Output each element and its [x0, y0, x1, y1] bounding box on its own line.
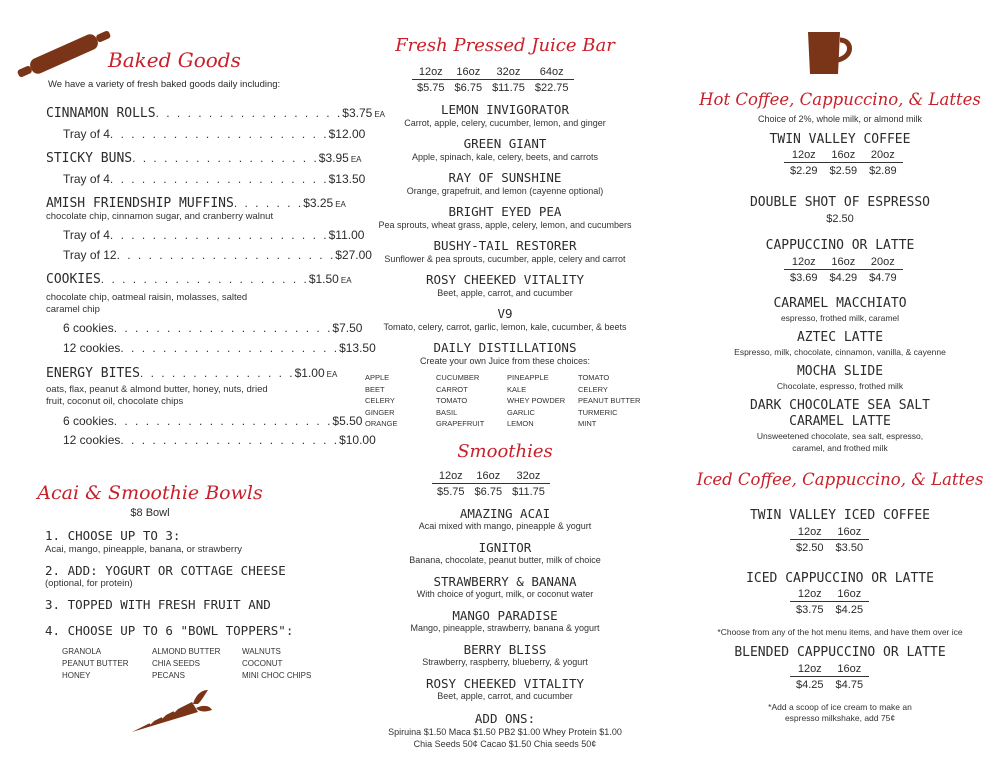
- topper-item: CHIA SEEDS: [152, 659, 201, 668]
- juice-choice: MINT: [578, 419, 597, 428]
- juice-choice: TOMATO: [436, 396, 468, 405]
- item-price: $11.00: [328, 228, 365, 242]
- juice-name: GREEN GIANT: [463, 136, 547, 151]
- item-price: $5.50: [332, 414, 363, 428]
- step-label: 3. TOPPED WITH FRESH FRUIT AND: [45, 597, 271, 612]
- size-price: $4.29: [829, 272, 858, 284]
- juice-description: Orange, grapefruit, and lemon (cayenne optional): [406, 186, 604, 196]
- item-name: 6 cookies: [63, 414, 114, 428]
- topper-item: ALMOND BUTTER: [152, 647, 221, 656]
- menu-row: 6 cookies . . . . . . . . . . . . . . . . . . . . . $7.50: [63, 321, 363, 335]
- step-label: 4. CHOOSE UP TO 6 "BOWL TOPPERS":: [45, 623, 294, 638]
- drink-description: Chocolate, espresso, frothed milk: [776, 381, 904, 391]
- drink-price-table: [790, 588, 869, 616]
- drink-description: caramel, and frothed milk: [792, 443, 888, 453]
- size-header: 16oz: [824, 149, 864, 163]
- drink-name: AZTEC LATTE: [796, 330, 884, 345]
- size-header: 32oz: [487, 66, 530, 80]
- step-label: 2. ADD: YOGURT OR COTTAGE CHEESE: [45, 563, 286, 578]
- size-price: $4.25: [835, 604, 864, 616]
- item-price: $10.00: [339, 433, 376, 447]
- size-price: $4.79: [869, 272, 897, 284]
- smoothie-description: Banana, chocolate, peanut butter, milk of choice: [409, 555, 601, 565]
- size-price: $11.75: [492, 82, 525, 94]
- menu-row: COOKIES . . . . . . . . . . . . . . . . . . . . $1.50 EA: [46, 272, 352, 287]
- juice-description: Create your own Juice from these choices:: [419, 356, 591, 366]
- item-name: CINNAMON ROLLS: [46, 106, 156, 121]
- juice-choice: CUCUMBER: [436, 373, 480, 382]
- unit-label: EA: [340, 276, 352, 285]
- size-header: 20oz: [863, 256, 903, 270]
- step-description: (optional, for protein): [45, 578, 133, 589]
- topper-item: PECANS: [152, 671, 185, 680]
- item-name: Tray of 4: [63, 228, 110, 242]
- acai-bowls-title: Acai & Smoothie Bowls: [37, 482, 263, 504]
- size-price: $11.75: [512, 486, 545, 498]
- juice-choice: TOMATO: [578, 373, 610, 382]
- size-header: 20oz: [863, 149, 903, 163]
- topper-item: HONEY: [62, 671, 91, 680]
- item-price: $3.95: [318, 151, 349, 165]
- step-label: 1. CHOOSE UP TO 3:: [45, 528, 181, 543]
- juice-description: Carrot, apple, celery, cucumber, lemon, and ginger: [404, 118, 606, 128]
- size-price: $22.75: [534, 82, 569, 94]
- coffee-mug-icon: [804, 30, 856, 76]
- item-price: $3.75: [342, 106, 373, 120]
- juice-description: Beet, apple, carrot, and cucumber: [437, 288, 573, 298]
- item-description: oats, flax, peanut & almond butter, honey, nuts, dried fruit, coconut oil, chocolate chips: [46, 384, 268, 407]
- menu-row: Tray of 12 . . . . . . . . . . . . . . . . . . . . . $27.00: [63, 248, 372, 262]
- smoothie-name: ROSY CHEEKED VITALITY: [425, 676, 585, 691]
- unit-label: EA: [350, 155, 362, 164]
- item-price: $12.00: [328, 127, 366, 141]
- hot-coffee-subtitle: Choice of 2%, whole milk, or almond milk: [757, 114, 923, 124]
- iced-note: *Choose from any of the hot menu items, and have them over ice: [717, 627, 963, 637]
- drink-price-table: [790, 663, 869, 691]
- drink-name: TWIN VALLEY ICED COFFEE: [749, 508, 930, 523]
- size-header: 12oz: [784, 256, 824, 270]
- drink-name: TWIN VALLEY COFFEE: [769, 132, 911, 147]
- juice-name: ROSY CHEEKED VITALITY: [425, 272, 585, 287]
- juice-choice: PINEAPPLE: [507, 373, 549, 382]
- menu-row: STICKY BUNS . . . . . . . . . . . . . . . . . . $3.95 EA: [46, 151, 362, 166]
- size-price: $6.75: [474, 486, 503, 498]
- size-price: $2.89: [869, 165, 897, 177]
- size-price: $4.75: [835, 679, 864, 691]
- drink-description: espresso, frothed milk, caramel: [780, 313, 900, 323]
- juice-choice: CELERY: [365, 396, 395, 405]
- juice-choice: BEET: [365, 384, 385, 394]
- item-name: Tray of 4: [63, 172, 110, 186]
- milkshake-note: espresso milkshake, add 75¢: [784, 713, 896, 723]
- smoothie-description: Beet, apple, carrot, and cucumber: [437, 691, 573, 701]
- drink-name: MOCHA SLIDE: [796, 364, 884, 379]
- item-name: ENERGY BITES: [46, 366, 140, 381]
- juice-choice: WHEY POWDER: [507, 396, 566, 405]
- size-header: 16oz: [830, 526, 870, 540]
- item-name: Tray of 4: [63, 127, 110, 141]
- size-header: 16oz: [830, 588, 870, 602]
- drink-name: ICED CAPPUCCINO OR LATTE: [746, 571, 934, 586]
- smoothie-name: STRAWBERRY & BANANA: [433, 574, 577, 589]
- juice-choice: ORANGE: [365, 419, 398, 428]
- menu-row: 6 cookies . . . . . . . . . . . . . . . . . . . . . $5.50: [63, 414, 363, 428]
- juice-choice: LEMON: [507, 419, 534, 428]
- juice-description: Apple, spinach, kale, celery, beets, and carrots: [412, 152, 598, 162]
- drink-price-table: [784, 149, 903, 177]
- smoothie-description: With choice of yogurt, milk, or coconut water: [416, 589, 594, 599]
- juice-description: Tomato, celery, carrot, garlic, lemon, kale, cucumber, & beets: [383, 322, 627, 332]
- size-header: 64oz: [530, 66, 574, 80]
- juice-choices-list: [365, 372, 649, 430]
- item-price: $1.00: [294, 366, 325, 380]
- drink-name: CARAMEL MACCHIATO: [773, 296, 907, 311]
- juice-choice: GINGER: [365, 407, 395, 417]
- rolling-pin-icon: [12, 26, 116, 82]
- item-price: $13.50: [328, 172, 366, 186]
- size-price: $2.50: [796, 542, 824, 554]
- smoothie-description: Acai mixed with mango, pineapple & yogurt: [418, 521, 592, 531]
- size-price: $5.75: [437, 486, 465, 498]
- smoothie-name: IGNITOR: [478, 540, 532, 555]
- juice-description: Pea sprouts, wheat grass, apple, celery, lemon, and cucumbers: [378, 220, 632, 230]
- menu-row: 12 cookies . . . . . . . . . . . . . . . . . . . . . $10.00: [63, 433, 376, 447]
- item-price: $13.50: [339, 341, 376, 355]
- juice-name: RAY OF SUNSHINE: [448, 170, 562, 185]
- acai-bowl-price: $8 Bowl: [130, 507, 170, 519]
- size-header: 16oz: [470, 470, 508, 484]
- item-name: 12 cookies: [63, 341, 121, 355]
- menu-row: Tray of 4 . . . . . . . . . . . . . . . . . . . . . $12.00: [63, 127, 366, 141]
- juice-choice: APPLE: [365, 373, 390, 382]
- add-ons-line: Chia Seeds 50¢ Cacao $1.50 Chia seeds 50¢: [413, 739, 597, 749]
- size-price: $6.75: [454, 82, 483, 94]
- size-price: $4.25: [796, 679, 824, 691]
- drink-description: Unsweetened chocolate, sea salt, espresso,: [756, 431, 924, 441]
- topper-item: COCONUT: [242, 659, 283, 668]
- size-header: 12oz: [432, 470, 470, 484]
- size-header: 32oz: [507, 470, 550, 484]
- unit-label: EA: [374, 110, 385, 119]
- item-price: $27.00: [335, 248, 372, 262]
- item-price: $7.50: [332, 321, 363, 335]
- drink-name: CARAMEL LATTE: [789, 414, 891, 429]
- juice-choice: GARLIC: [507, 407, 535, 417]
- size-header: 12oz: [412, 66, 450, 80]
- juice-choice: PEANUT BUTTER: [578, 396, 641, 405]
- size-header: 12oz: [790, 526, 830, 540]
- juice-bar-title: Fresh Pressed Juice Bar: [395, 35, 615, 56]
- iced-coffee-title: Iced Coffee, Cappuccino, & Lattes: [696, 470, 984, 489]
- drink-description: Espresso, milk, chocolate, cinnamon, vanilla, & cayenne: [734, 347, 946, 357]
- baked-goods-intro: We have a variety of fresh baked goods daily including:: [48, 79, 281, 90]
- juice-choice: BASIL: [436, 407, 458, 417]
- size-header: 16oz: [450, 66, 488, 80]
- juice-price-table: [412, 66, 574, 94]
- add-ons-line: Spiruina $1.50 Maca $1.50 PB2 $1.00 Whey Protein $1.00: [388, 727, 622, 737]
- item-name: 6 cookies: [63, 321, 114, 335]
- menu-row: AMISH FRIENDSHIP MUFFINS . . . . . . . $3.25 EA: [46, 196, 346, 211]
- size-header: 12oz: [790, 588, 830, 602]
- item-description: chocolate chip, oatmeal raisin, molasses, salted caramel chip: [46, 292, 248, 315]
- menu-row: Tray of 4 . . . . . . . . . . . . . . . . . . . . . $13.50: [63, 172, 366, 186]
- topper-item: GRANOLA: [62, 647, 102, 656]
- topper-item: MINI CHOC CHIPS: [242, 671, 312, 680]
- item-name: Tray of 12: [63, 248, 117, 262]
- size-header: 12oz: [790, 663, 830, 677]
- smoothie-name: BERRY BLISS: [463, 642, 547, 657]
- smoothie-description: Mango, pineapple, strawberry, banana & yogurt: [410, 623, 600, 633]
- menu-row: CINNAMON ROLLS . . . . . . . . . . . . . . . . . . $3.75 EA: [46, 106, 385, 121]
- juice-name: BUSHY-TAIL RESTORER: [433, 238, 577, 253]
- drink-name: DARK CHOCOLATE SEA SALT: [749, 398, 930, 413]
- size-header: 16oz: [824, 256, 864, 270]
- unit-label: EA: [326, 370, 338, 379]
- juice-choice: GRAPEFRUIT: [436, 419, 485, 428]
- size-price: $5.75: [417, 82, 445, 94]
- juice-choice: TURMERIC: [578, 407, 618, 417]
- juice-description: Sunflower & pea sprouts, cucumber, apple, celery and carrot: [384, 254, 626, 264]
- item-name: 12 cookies: [63, 433, 121, 447]
- juice-name: DAILY DISTILLATIONS: [433, 340, 577, 355]
- item-price: $1.50: [308, 272, 339, 286]
- size-price: $2.29: [790, 165, 818, 177]
- juice-name: BRIGHT EYED PEA: [448, 204, 562, 219]
- item-price: $3.25: [303, 196, 334, 210]
- juice-choice: KALE: [507, 384, 527, 394]
- size-price: $3.50: [835, 542, 864, 554]
- bowl-toppers-list: [62, 646, 332, 682]
- baked-goods-title: Baked Goods: [108, 48, 241, 72]
- smoothies-title: Smoothies: [457, 441, 553, 462]
- unit-label: EA: [335, 200, 346, 209]
- juice-name: V9: [497, 306, 513, 321]
- menu-row: ENERGY BITES . . . . . . . . . . . . . . . $1.00 EA: [46, 366, 338, 381]
- size-header: 16oz: [830, 663, 870, 677]
- smoothie-price-table: [432, 470, 550, 498]
- topper-item: WALNUTS: [242, 647, 281, 656]
- milkshake-note: *Add a scoop of ice cream to make an: [768, 702, 912, 712]
- drink-price-table: [784, 256, 903, 284]
- drink-name: CAPPUCCINO OR LATTE: [765, 238, 915, 253]
- item-description: chocolate chip, cinnamon sugar, and cranberry walnut: [46, 211, 274, 222]
- juice-choice: CARROT: [436, 384, 468, 394]
- item-name: COOKIES: [46, 272, 101, 287]
- size-price: $3.69: [790, 272, 818, 284]
- smoothie-description: Strawberry, raspberry, blueberry, & yogurt: [422, 657, 588, 667]
- smoothie-name: MANGO PARADISE: [452, 608, 558, 623]
- drink-price-table: [790, 526, 869, 554]
- size-header: 12oz: [784, 149, 824, 163]
- step-description: Acai, mango, pineapple, banana, or strawberry: [45, 544, 242, 555]
- item-name: STICKY BUNS: [46, 151, 133, 166]
- drink-price: $2.50: [826, 213, 854, 225]
- item-name: AMISH FRIENDSHIP MUFFINS: [46, 196, 234, 211]
- carrot-icon: [130, 688, 212, 736]
- drink-name: DOUBLE SHOT OF ESPRESSO: [749, 195, 930, 210]
- topper-item: PEANUT BUTTER: [62, 659, 129, 668]
- smoothie-name: AMAZING ACAI: [459, 506, 551, 521]
- hot-coffee-title: Hot Coffee, Cappuccino, & Lattes: [699, 90, 981, 109]
- size-price: $3.75: [796, 604, 824, 616]
- add-ons-title: ADD ONS:: [474, 711, 536, 726]
- juice-name: LEMON INVIGORATOR: [441, 102, 569, 117]
- size-price: $2.59: [829, 165, 858, 177]
- menu-row: 12 cookies . . . . . . . . . . . . . . . . . . . . . $13.50: [63, 341, 376, 355]
- drink-name: BLENDED CAPPUCCINO OR LATTE: [734, 645, 946, 660]
- menu-row: Tray of 4 . . . . . . . . . . . . . . . . . . . . . $11.00: [63, 228, 365, 242]
- juice-choice: CELERY: [578, 384, 608, 394]
